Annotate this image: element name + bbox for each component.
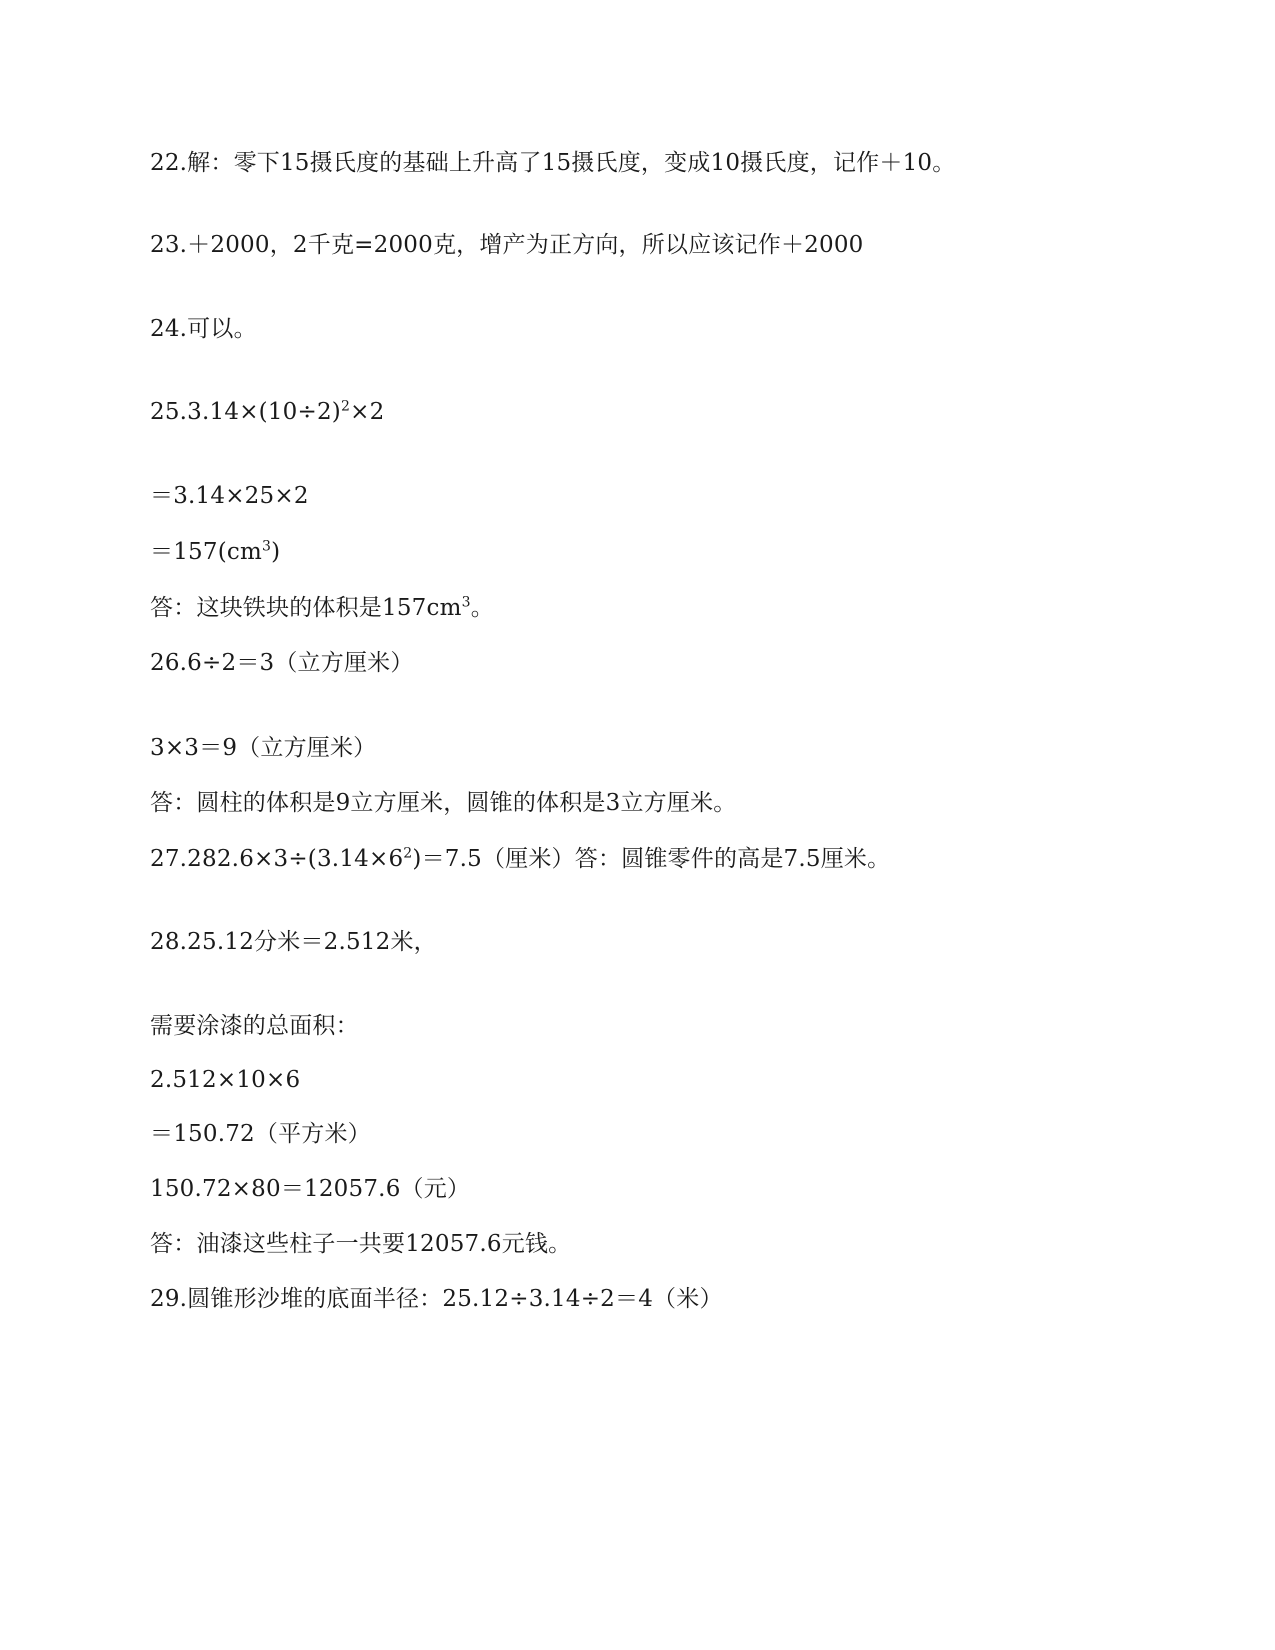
answer-27 [150,844,890,874]
answer-28-step2-text: 需要涂漆的总面积： [150,1013,359,1039]
answer-26-step2-text: 3×3＝9（立方厘米） [150,735,377,761]
answer-25-step1 [150,397,384,427]
answer-25-step3 [150,537,280,567]
answer-25-step2-text: ＝3.14×25×2 [150,483,309,509]
answer-26-step1 [150,648,414,678]
answer-25-conclusion-tail: 。 [470,595,494,621]
answer-24-text: 24.可以。 [150,316,257,342]
answer-28-step4 [150,1119,371,1149]
answer-27-text: 27.282.6×3÷(3.14×6 [150,846,404,872]
answer-29 [150,1284,723,1314]
exponent: 3 [461,594,471,611]
answer-26-step1-text: 26.6÷2＝3（立方厘米） [150,650,414,676]
answer-25-step1-text: 25.3.14×(10÷2) [150,399,341,425]
answer-28-conclusion [150,1229,571,1259]
answer-26-conclusion [150,788,736,818]
answer-28-step5-text: 150.72×80＝12057.6（元） [150,1176,471,1202]
answer-25-conclusion [150,593,494,623]
answer-28-step1-text: 28.25.12分米＝2.512米， [150,929,437,955]
answer-25-conclusion-text: 答：这块铁块的体积是157cm [150,595,462,621]
answer-27-tail: )＝7.5（厘米）答：圆锥零件的高是7.5厘米。 [412,846,891,872]
answer-25-step1-tail: ×2 [350,399,385,425]
answer-28-step3 [150,1065,300,1095]
answer-22 [150,148,955,178]
answer-29-text: 29.圆锥形沙堆的底面半径：25.12÷3.14÷2＝4（米） [150,1286,723,1312]
answer-23-text: 23.＋2000，2千克=2000克，增产为正方向，所以应该记作＋2000 [150,232,864,258]
answer-28-step1 [150,927,437,957]
answer-28-step2 [150,1011,359,1041]
answer-28-step3-text: 2.512×10×6 [150,1067,301,1093]
answer-23 [150,230,863,260]
answer-24 [150,314,257,344]
answer-25-step2 [150,481,309,511]
answer-28-step4-text: ＝150.72（平方米） [150,1121,371,1147]
exponent: 2 [403,845,413,862]
exponent: 3 [261,538,272,555]
answer-28-step5 [150,1174,470,1204]
answer-26-conclusion-text: 答：圆柱的体积是9立方厘米，圆锥的体积是3立方厘米。 [150,790,737,816]
answer-25-step3-tail: ) [271,539,281,565]
exponent: 2 [340,398,351,415]
answer-25-step3-text: ＝157(cm [150,539,262,565]
answer-26-step2 [150,733,376,763]
answer-22-text: 22.解：零下15摄氏度的基础上升高了15摄氏度，变成10摄氏度，记作＋10。 [150,150,956,176]
answer-28-conclusion-text: 答：油漆这些柱子一共要12057.6元钱。 [150,1231,572,1257]
